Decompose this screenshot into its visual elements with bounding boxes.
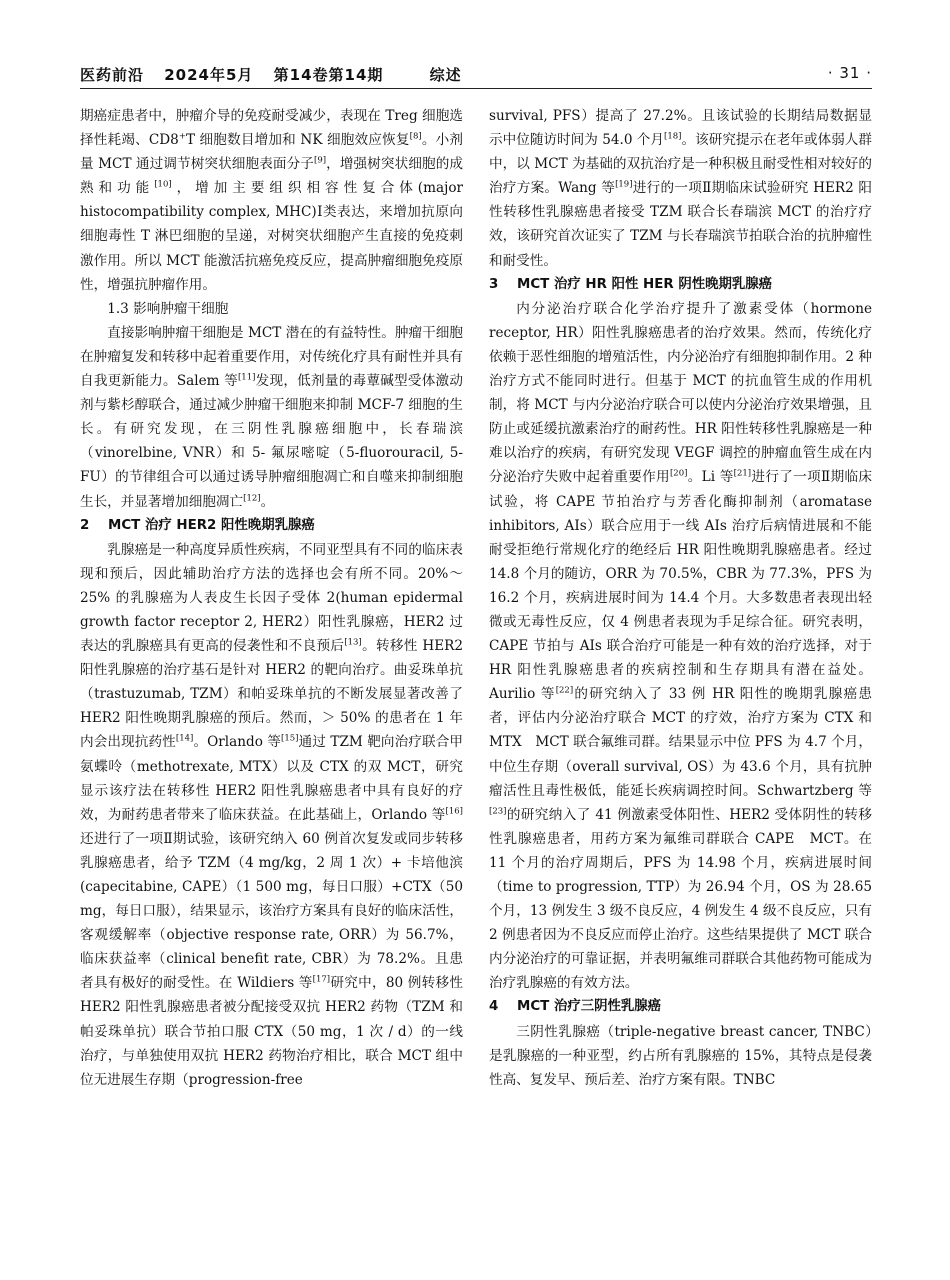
journal-name: 医药前沿 bbox=[80, 66, 145, 84]
section-number: 4 bbox=[489, 999, 499, 1015]
issue-date: 2024年5月 bbox=[164, 66, 254, 84]
citation-ref: [10] bbox=[154, 179, 172, 190]
section-number: 2 bbox=[80, 517, 90, 533]
citation-ref: [20] bbox=[669, 468, 688, 479]
body-paragraph: 三阴性乳腺癌（triple-negative breast cancer, TNBC）是乳腺癌的一种亚型，约占所有乳腺癌的 15%，其特点是侵袭性高、复发早、预后差、治疗方案有限。TNBC bbox=[489, 1023, 872, 1088]
right-column bbox=[489, 104, 872, 1092]
citation-ref: [11] bbox=[237, 372, 256, 383]
citation-ref: [22] bbox=[555, 685, 574, 696]
header-left bbox=[80, 64, 476, 85]
citation-ref: [9] bbox=[314, 155, 327, 166]
page-number: · 31 · bbox=[827, 64, 872, 82]
volume-issue: 第14卷第14期 bbox=[273, 66, 384, 84]
body-paragraph: 直接影响肿瘤干细胞是 MCT 潜在的有益特性。肿瘤干细胞在肿瘤复发和转移中起着重要作用，对传统化疗具有耐性并具有自我更新能力。Salem 等[11]发现，低剂量的毒蕈碱型受体激动剂与紫杉醇联合，通过减少肿瘤干细胞来抑制 MCF-7 细胞的生长。有研究发现，在三阴性乳腺癌细胞中，长春瑞滨（vinorelbine, VNR）和 5- 氟尿嘧啶（5-fluorouracil, 5-FU）的节律组合可以通过诱导肿瘤细胞凋亡和自噬来抑制细胞生长，并显著增加细胞凋亡[12]。 bbox=[80, 324, 463, 510]
citation-ref: [23] bbox=[489, 806, 507, 817]
section-heading bbox=[80, 514, 463, 538]
section-title: MCT 治疗 HER2 阳性晚期乳腺癌 bbox=[108, 517, 315, 533]
section-title: MCT 治疗 HR 阳性 HER 阴性晚期乳腺癌 bbox=[517, 276, 773, 292]
section-number: 3 bbox=[489, 276, 499, 292]
running-header bbox=[80, 60, 872, 89]
section-name: 综述 bbox=[429, 66, 462, 84]
body-paragraph: survival, PFS）提高了 27.2%。且该试验的长期结局数据显示中位随访时间为 54.0 个月[18]。该研究提示在老年或体弱人群中，以 MCT 为基础的双抗治疗是一种积极且耐受性相对较好的治疗方案。Wang 等[19]进行的一项Ⅱ期临床试验研究 HER2 阳性转移性乳腺癌患者接受 TZM 联合长春瑞滨 MCT 的治疗疗效，该研究首次证实了 TZM 与长春瑞滨节拍联合治的抗肿瘤性和耐受性。 bbox=[489, 108, 872, 269]
citation-ref: [17] bbox=[312, 974, 331, 985]
body-paragraph: 期癌症患者中，肿瘤介导的免疫耐受减少，表现在 Treg 细胞选择性耗竭、CD8+T 细胞数目增加和 NK 细胞效应恢复[8]。小剂量 MCT 通过调节树突状细胞表面分子[9]，增强树突状细胞的成熟和功能[10]，增加主要组织相容性复合体(major histocompatibility complex, MHC)Ⅰ类表达，来增加抗原向细胞毒性 T 淋巴细胞的呈递，对树突状细胞产生直接的免疫刺激作用。所以 MCT 能激活抗癌免疫反应，提高肿瘤细胞免疫原性，增强抗肿瘤作用。 bbox=[80, 108, 464, 293]
section-heading bbox=[489, 273, 872, 297]
left-column bbox=[80, 104, 463, 1092]
citation-ref: [21] bbox=[733, 468, 752, 479]
subsection-heading: 1.3 影响肿瘤干细胞 bbox=[107, 300, 229, 317]
citation-ref: + bbox=[178, 131, 186, 142]
section-title: MCT 治疗三阴性乳腺癌 bbox=[517, 999, 662, 1015]
citation-ref: [15] bbox=[281, 733, 299, 744]
body-paragraph: 乳腺癌是一种高度异质性疾病，不同亚型具有不同的临床表现和预后，因此辅助治疗方法的选择也会有所不同。20%～25% 的乳腺癌为人表皮生长因子受体 2(human epidermal growth factor receptor 2, HER2）阳性乳腺癌，HER2 过表达的乳腺癌具有更高的侵袭性和不良预后[13]。转移性 HER2 阳性乳腺癌的治疗基石是针对 HER2 的靶向治疗。曲妥珠单抗（trastuzumab, TZM）和帕妥珠单抗的不断发展显著改善了 HER2 阳性晚期乳腺癌的预后。然而，＞ 50% 的患者在 1 年内会出现抗药性[14]。Orlando 等[15]通过 TZM 靶向治疗联合甲氨蝶呤（methotrexate, MTX）以及 CTX 的双 MCT，研究显示该疗法在转移性 HER2 阳性乳腺癌患者中具有良好的疗效，为耐药患者带来了临床获益。在此基础上，Orlando 等[16]还进行了一项Ⅱ期试验，该研究纳入 60 例首次复发或同步转移乳腺癌患者，给予 TZM（4 mg/kg，2 周 1 次）+ 卡培他滨(capecitabine, CAPE）（1 500 mg，每日口服）+CTX（50 mg，每日口服），结果显示，该治疗方案具有良好的临床活性，客观缓解率（objective response rate, ORR）为 56.7%，临床获益率（clinical benefit rate, CBR）为 78.2%。且患者具有极好的耐受性。在 Wildiers 等[17]研究中，80 例转移性 HER2 阳性乳腺癌患者被分配接受双抗 HER2 药物（TZM 和帕妥珠单抗）联合节拍口服 CTX（50 mg，1 次 / d）的一线治疗，与单独使用双抗 HER2 药物治疗相比，联合 MCT 组中位无进展生存期（progression-free bbox=[80, 541, 464, 1088]
citation-ref: [12] bbox=[243, 492, 261, 503]
citation-ref: [14] bbox=[175, 733, 194, 744]
citation-ref: [16] bbox=[445, 806, 463, 817]
citation-ref: [19] bbox=[615, 179, 633, 190]
citation-ref: [13] bbox=[344, 637, 362, 648]
section-heading bbox=[489, 995, 872, 1019]
citation-ref: [8] bbox=[409, 131, 422, 142]
body-paragraph: 内分泌治疗联合化学治疗提升了激素受体（hormone receptor, HR）阳性乳腺癌患者的治疗效果。然而，传统化疗依赖于恶性细胞的增殖活性，内分泌治疗有细胞抑制作用。2 种治疗方式不能同时进行。但基于 MCT 的抗血管生成的作用机制，将 MCT 与内分泌治疗联合可以使内分泌治疗效果增强，且防止或延缓抗激素治疗的耐药性。HR 阳性转移性乳腺癌是一种难以治疗的疾病，有研究发现 VEGF 调控的肿瘤血管生成在内分泌治疗失败中起着重要作用[20]。Li 等[21]进行了一项Ⅱ期临床试验，将 CAPE 节拍治疗与芳香化酶抑制剂（aromatase inhibitors, AIs）联合应用于一线 AIs 治疗后病情进展和不能耐受拒绝行常规化疗的绝经后 HR 阳性晚期乳腺癌患者。经过 14.8 个月的随访，ORR 为 70.5%，CBR 为 77.3%，PFS 为 16.2 个月，疾病进展时间为 14.4 个月。大多数患者表现出轻微或无毒性反应，仅 4 例患者表现为手足综合征。研究表明，CAPE 节拍与 AIs 联合治疗可能是一种有效的治疗选择，对于 HR 阳性乳腺癌患者的疾病控制和生存期具有潜在益处。Aurilio 等[22]的研究纳入了 33 例 HR 阳性的晚期乳腺癌患者，评估内分泌治疗联合 MCT 的疗效，治疗方案为 CTX 和 MTX MCT 联合氟维司群。结果显示中位 PFS 为 4.7 个月，中位生存期（overall survival, OS）为 43.6 个月，具有抗肿瘤活性且毒性极低，能延长疾病调控时间。Schwartzberg 等[23]的研究纳入了 41 例激素受体阳性、HER2 受体阴性的转移性乳腺癌患者，用药方案为氟维司群联合 CAPE MCT。在 11 个月的治疗周期后，PFS 为 14.98 个月，疾病进展时间（time to progression, TTP）为 26.94 个月，OS 为 28.65 个月，13 例发生 3 级不良反应，4 例发生 4 级不良反应，只有 2 例患者因为不良反应而停止治疗。这些结果提供了 MCT 联合内分泌治疗的可靠证据，并表明氟维司群联合其他药物可能成为治疗乳腺癌的有效方法。 bbox=[489, 300, 873, 992]
citation-ref: [18] bbox=[664, 131, 682, 142]
